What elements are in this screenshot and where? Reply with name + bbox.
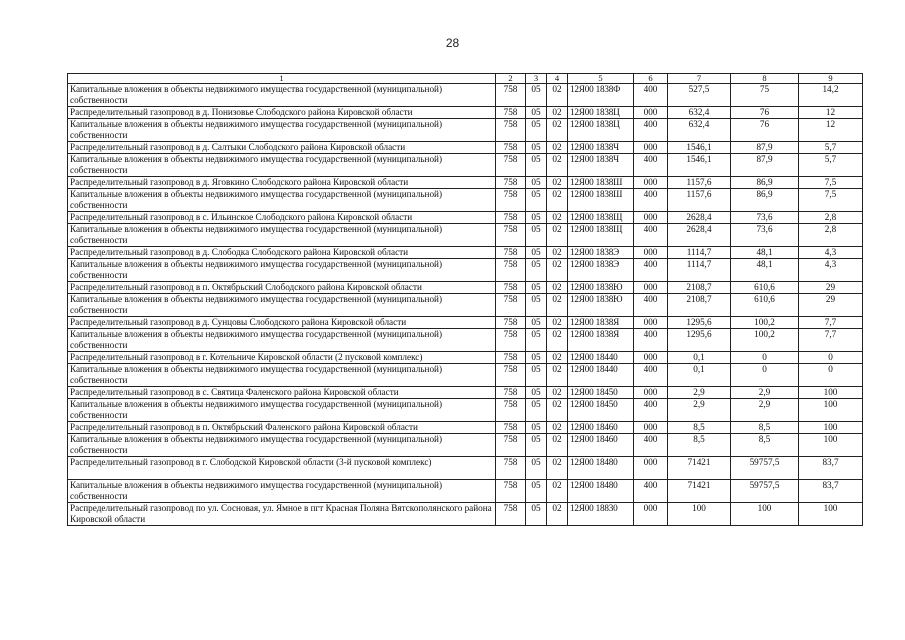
target-article-cell: 12Я00 18440 (568, 352, 634, 364)
subsection-code-cell: 02 (547, 352, 568, 364)
item-name-cell: Капитальные вложения в объекты недвижимого имущества государственной (муниципальной) собственности (68, 84, 496, 107)
expense-type-cell: 400 (634, 84, 668, 107)
subsection-code-cell: 02 (547, 434, 568, 457)
ministry-code-cell: 758 (496, 480, 526, 503)
target-article-cell: 12Я00 18480 (568, 480, 634, 503)
target-article-cell: 12Я00 18480 (568, 457, 634, 480)
item-name-cell: Распределительный газопровод в д. Салтыки Слободского района Кировской области (68, 142, 496, 154)
subsection-code-cell: 02 (547, 154, 568, 177)
ministry-code-cell: 758 (496, 387, 526, 399)
percent-cell: 0 (799, 364, 863, 387)
executed-amount-cell: 87,9 (731, 154, 799, 177)
percent-cell: 2,8 (799, 212, 863, 224)
ministry-code-cell: 758 (496, 399, 526, 422)
ministry-code-cell: 758 (496, 189, 526, 212)
expense-type-cell: 000 (634, 142, 668, 154)
expense-type-cell: 400 (634, 399, 668, 422)
table-row (68, 317, 863, 329)
target-article-cell: 12Я00 1838Ф (568, 84, 634, 107)
percent-cell: 83,7 (799, 457, 863, 480)
item-name-cell: Капитальные вложения в объекты недвижимого имущества государственной (муниципальной) собственности (68, 399, 496, 422)
executed-amount-cell: 48,1 (731, 247, 799, 259)
ministry-code-cell: 758 (496, 434, 526, 457)
executed-amount-cell: 8,5 (731, 434, 799, 457)
percent-cell: 12 (799, 119, 863, 142)
expense-type-cell: 400 (634, 189, 668, 212)
item-name-cell: Распределительный газопровод в д. Сунцовы Слободского района Кировской области (68, 317, 496, 329)
executed-amount-cell: 59757,5 (731, 480, 799, 503)
column-header: 1 (68, 74, 496, 84)
section-code-cell: 05 (526, 294, 547, 317)
target-article-cell: 12Я00 1838Ц (568, 119, 634, 142)
plan-amount-cell: 1114,7 (668, 247, 731, 259)
item-name-cell: Капитальные вложения в объекты недвижимого имущества государственной (муниципальной) собственности (68, 189, 496, 212)
item-name-cell: Распределительный газопровод в г. Котельниче Кировской области (2 пусковой комплекс) (68, 352, 496, 364)
percent-cell: 5,7 (799, 142, 863, 154)
executed-amount-cell: 610,6 (731, 282, 799, 294)
target-article-cell: 12Я00 1838Ю (568, 282, 634, 294)
executed-amount-cell: 0 (731, 352, 799, 364)
table-row (68, 387, 863, 399)
item-name-cell: Капитальные вложения в объекты недвижимого имущества государственной (муниципальной) собственности (68, 119, 496, 142)
subsection-code-cell: 02 (547, 387, 568, 399)
section-code-cell: 05 (526, 329, 547, 352)
table-row (68, 422, 863, 434)
item-name-cell: Капитальные вложения в объекты недвижимого имущества государственной (муниципальной) собственности (68, 154, 496, 177)
item-name-cell: Капитальные вложения в объекты недвижимого имущества государственной (муниципальной) собственности (68, 224, 496, 247)
plan-amount-cell: 1295,6 (668, 317, 731, 329)
plan-amount-cell: 100 (668, 503, 731, 526)
expense-type-cell: 000 (634, 247, 668, 259)
expense-type-cell: 000 (634, 212, 668, 224)
target-article-cell: 12Я00 1838Я (568, 329, 634, 352)
ministry-code-cell: 758 (496, 259, 526, 282)
executed-amount-cell: 59757,5 (731, 457, 799, 480)
subsection-code-cell: 02 (547, 399, 568, 422)
executed-amount-cell: 2,9 (731, 399, 799, 422)
item-name-cell: Капитальные вложения в объекты недвижимого имущества государственной (муниципальной) собственности (68, 329, 496, 352)
percent-cell: 5,7 (799, 154, 863, 177)
table-row (68, 212, 863, 224)
subsection-code-cell: 02 (547, 317, 568, 329)
header-row (68, 74, 863, 84)
item-name-cell: Распределительный газопровод в д. Понизовье Слободского района Кировской области (68, 107, 496, 119)
percent-cell: 0 (799, 352, 863, 364)
expense-type-cell: 000 (634, 352, 668, 364)
section-code-cell: 05 (526, 189, 547, 212)
section-code-cell: 05 (526, 457, 547, 480)
table-row (68, 189, 863, 212)
plan-amount-cell: 2,9 (668, 399, 731, 422)
ministry-code-cell: 758 (496, 317, 526, 329)
ministry-code-cell: 758 (496, 282, 526, 294)
executed-amount-cell: 100 (731, 503, 799, 526)
subsection-code-cell: 02 (547, 177, 568, 189)
column-header: 7 (668, 74, 731, 84)
target-article-cell: 12Я00 1838Ю (568, 294, 634, 317)
ministry-code-cell: 758 (496, 329, 526, 352)
table-row (68, 329, 863, 352)
table-body (68, 84, 863, 526)
plan-amount-cell: 2,9 (668, 387, 731, 399)
executed-amount-cell: 76 (731, 119, 799, 142)
plan-amount-cell: 632,4 (668, 119, 731, 142)
table-row (68, 364, 863, 387)
expense-type-cell: 400 (634, 224, 668, 247)
column-header: 3 (526, 74, 547, 84)
section-code-cell: 05 (526, 154, 547, 177)
table-row (68, 259, 863, 282)
section-code-cell: 05 (526, 317, 547, 329)
target-article-cell: 12Я00 1838Я (568, 317, 634, 329)
target-article-cell: 12Я00 18450 (568, 399, 634, 422)
plan-amount-cell: 2108,7 (668, 282, 731, 294)
table-row (68, 457, 863, 480)
expense-type-cell: 000 (634, 387, 668, 399)
percent-cell: 100 (799, 503, 863, 526)
table-row (68, 503, 863, 526)
item-name-cell: Распределительный газопровод в с. Ильинское Слободского района Кировской области (68, 212, 496, 224)
target-article-cell: 12Я00 1838Щ (568, 212, 634, 224)
subsection-code-cell: 02 (547, 457, 568, 480)
plan-amount-cell: 8,5 (668, 434, 731, 457)
section-code-cell: 05 (526, 364, 547, 387)
expense-type-cell: 400 (634, 480, 668, 503)
expense-type-cell: 400 (634, 364, 668, 387)
expense-type-cell: 400 (634, 119, 668, 142)
column-header: 5 (568, 74, 634, 84)
percent-cell: 7,7 (799, 317, 863, 329)
executed-amount-cell: 75 (731, 84, 799, 107)
expense-type-cell: 000 (634, 457, 668, 480)
subsection-code-cell: 02 (547, 142, 568, 154)
plan-amount-cell: 1546,1 (668, 142, 731, 154)
section-code-cell: 05 (526, 503, 547, 526)
ministry-code-cell: 758 (496, 457, 526, 480)
table-row (68, 177, 863, 189)
executed-amount-cell: 73,6 (731, 212, 799, 224)
item-name-cell: Распределительный газопровод в д. Яговкино Слободского района Кировской области (68, 177, 496, 189)
section-code-cell: 05 (526, 177, 547, 189)
subsection-code-cell: 02 (547, 247, 568, 259)
percent-cell: 4,3 (799, 259, 863, 282)
percent-cell: 14,2 (799, 84, 863, 107)
executed-amount-cell: 2,9 (731, 387, 799, 399)
executed-amount-cell: 100,2 (731, 329, 799, 352)
target-article-cell: 12Я00 18830 (568, 503, 634, 526)
table-row (68, 142, 863, 154)
ministry-code-cell: 758 (496, 177, 526, 189)
ministry-code-cell: 758 (496, 84, 526, 107)
item-name-cell: Капитальные вложения в объекты недвижимого имущества государственной (муниципальной) собственности (68, 480, 496, 503)
percent-cell: 100 (799, 422, 863, 434)
percent-cell: 4,3 (799, 247, 863, 259)
executed-amount-cell: 76 (731, 107, 799, 119)
section-code-cell: 05 (526, 259, 547, 282)
item-name-cell: Распределительный газопровод в с. Святица Фаленского района Кировской области (68, 387, 496, 399)
executed-amount-cell: 48,1 (731, 259, 799, 282)
table-row (68, 480, 863, 503)
section-code-cell: 05 (526, 212, 547, 224)
percent-cell: 7,5 (799, 189, 863, 212)
plan-amount-cell: 1546,1 (668, 154, 731, 177)
plan-amount-cell: 1157,6 (668, 189, 731, 212)
target-article-cell: 12Я00 1838Э (568, 247, 634, 259)
executed-amount-cell: 0 (731, 364, 799, 387)
expense-type-cell: 000 (634, 503, 668, 526)
ministry-code-cell: 758 (496, 247, 526, 259)
column-header: 8 (731, 74, 799, 84)
plan-amount-cell: 2628,4 (668, 212, 731, 224)
page-number: 28 (445, 36, 460, 50)
executed-amount-cell: 73,6 (731, 224, 799, 247)
target-article-cell: 12Я00 18440 (568, 364, 634, 387)
subsection-code-cell: 02 (547, 107, 568, 119)
table-row (68, 294, 863, 317)
section-code-cell: 05 (526, 142, 547, 154)
subsection-code-cell: 02 (547, 503, 568, 526)
table-row (68, 434, 863, 457)
ministry-code-cell: 758 (496, 119, 526, 142)
percent-cell: 83,7 (799, 480, 863, 503)
percent-cell: 12 (799, 107, 863, 119)
subsection-code-cell: 02 (547, 480, 568, 503)
subsection-code-cell: 02 (547, 259, 568, 282)
table-row (68, 154, 863, 177)
percent-cell: 29 (799, 294, 863, 317)
target-article-cell: 12Я00 1838Ч (568, 142, 634, 154)
ministry-code-cell: 758 (496, 224, 526, 247)
expense-type-cell: 400 (634, 329, 668, 352)
subsection-code-cell: 02 (547, 422, 568, 434)
expense-type-cell: 400 (634, 154, 668, 177)
expense-type-cell: 400 (634, 434, 668, 457)
percent-cell: 7,7 (799, 329, 863, 352)
percent-cell: 7,5 (799, 177, 863, 189)
expense-type-cell: 000 (634, 107, 668, 119)
item-name-cell: Капитальные вложения в объекты недвижимого имущества государственной (муниципальной) собственности (68, 364, 496, 387)
executed-amount-cell: 100,2 (731, 317, 799, 329)
plan-amount-cell: 8,5 (668, 422, 731, 434)
item-name-cell: Распределительный газопровод в п. Октябрьский Фаленского района Кировской области (68, 422, 496, 434)
subsection-code-cell: 02 (547, 224, 568, 247)
section-code-cell: 05 (526, 422, 547, 434)
plan-amount-cell: 2108,7 (668, 294, 731, 317)
plan-amount-cell: 0,1 (668, 364, 731, 387)
plan-amount-cell: 1157,6 (668, 177, 731, 189)
table-row (68, 247, 863, 259)
percent-cell: 29 (799, 282, 863, 294)
ministry-code-cell: 758 (496, 154, 526, 177)
target-article-cell: 12Я00 18460 (568, 422, 634, 434)
item-name-cell: Распределительный газопровод по ул. Сосновая, ул. Ямное в пгт Красная Поляна Вятскополянского района Кировской области (68, 503, 496, 526)
table-row (68, 282, 863, 294)
column-header: 2 (496, 74, 526, 84)
item-name-cell: Капитальные вложения в объекты недвижимого имущества государственной (муниципальной) собственности (68, 294, 496, 317)
target-article-cell: 12Я00 1838Э (568, 259, 634, 282)
target-article-cell: 12Я00 1838Щ (568, 224, 634, 247)
section-code-cell: 05 (526, 352, 547, 364)
table-row (68, 119, 863, 142)
section-code-cell: 05 (526, 224, 547, 247)
percent-cell: 100 (799, 399, 863, 422)
item-name-cell: Распределительный газопровод в г. Слободской Кировской области (3-й пусковой комплекс) (68, 457, 496, 480)
expense-type-cell: 400 (634, 294, 668, 317)
ministry-code-cell: 758 (496, 142, 526, 154)
expense-type-cell: 400 (634, 259, 668, 282)
plan-amount-cell: 1114,7 (668, 259, 731, 282)
table-row (68, 107, 863, 119)
expense-type-cell: 000 (634, 177, 668, 189)
table-row (68, 84, 863, 107)
plan-amount-cell: 71421 (668, 480, 731, 503)
column-header: 6 (634, 74, 668, 84)
target-article-cell: 12Я00 1838Ц (568, 107, 634, 119)
section-code-cell: 05 (526, 480, 547, 503)
ministry-code-cell: 758 (496, 503, 526, 526)
section-code-cell: 05 (526, 247, 547, 259)
executed-amount-cell: 87,9 (731, 142, 799, 154)
item-name-cell: Капитальные вложения в объекты недвижимого имущества государственной (муниципальной) собственности (68, 259, 496, 282)
executed-amount-cell: 86,9 (731, 177, 799, 189)
ministry-code-cell: 758 (496, 422, 526, 434)
item-name-cell: Капитальные вложения в объекты недвижимого имущества государственной (муниципальной) собственности (68, 434, 496, 457)
table-row (68, 352, 863, 364)
subsection-code-cell: 02 (547, 294, 568, 317)
section-code-cell: 05 (526, 387, 547, 399)
executed-amount-cell: 86,9 (731, 189, 799, 212)
subsection-code-cell: 02 (547, 364, 568, 387)
table-row (68, 399, 863, 422)
subsection-code-cell: 02 (547, 189, 568, 212)
plan-amount-cell: 632,4 (668, 107, 731, 119)
plan-amount-cell: 71421 (668, 457, 731, 480)
ministry-code-cell: 758 (496, 364, 526, 387)
expense-type-cell: 000 (634, 282, 668, 294)
percent-cell: 100 (799, 387, 863, 399)
subsection-code-cell: 02 (547, 212, 568, 224)
percent-cell: 2,8 (799, 224, 863, 247)
expense-type-cell: 000 (634, 422, 668, 434)
column-header: 4 (547, 74, 568, 84)
section-code-cell: 05 (526, 84, 547, 107)
expense-type-cell: 000 (634, 317, 668, 329)
executed-amount-cell: 8,5 (731, 422, 799, 434)
target-article-cell: 12Я00 1838Ш (568, 189, 634, 212)
target-article-cell: 12Я00 1838Ш (568, 177, 634, 189)
plan-amount-cell: 2628,4 (668, 224, 731, 247)
item-name-cell: Распределительный газопровод в д. Слободка Слободского района Кировской области (68, 247, 496, 259)
section-code-cell: 05 (526, 399, 547, 422)
subsection-code-cell: 02 (547, 329, 568, 352)
section-code-cell: 05 (526, 434, 547, 457)
subsection-code-cell: 02 (547, 119, 568, 142)
table-row (68, 224, 863, 247)
ministry-code-cell: 758 (496, 107, 526, 119)
percent-cell: 100 (799, 434, 863, 457)
ministry-code-cell: 758 (496, 352, 526, 364)
section-code-cell: 05 (526, 107, 547, 119)
plan-amount-cell: 0,1 (668, 352, 731, 364)
budget-table (67, 73, 863, 526)
item-name-cell: Распределительный газопровод в п. Октябрьский Слободского района Кировской области (68, 282, 496, 294)
plan-amount-cell: 1295,6 (668, 329, 731, 352)
plan-amount-cell: 527,5 (668, 84, 731, 107)
section-code-cell: 05 (526, 282, 547, 294)
subsection-code-cell: 02 (547, 282, 568, 294)
target-article-cell: 12Я00 1838Ч (568, 154, 634, 177)
column-header: 9 (799, 74, 863, 84)
target-article-cell: 12Я00 18460 (568, 434, 634, 457)
ministry-code-cell: 758 (496, 212, 526, 224)
section-code-cell: 05 (526, 119, 547, 142)
target-article-cell: 12Я00 18450 (568, 387, 634, 399)
ministry-code-cell: 758 (496, 294, 526, 317)
executed-amount-cell: 610,6 (731, 294, 799, 317)
subsection-code-cell: 02 (547, 84, 568, 107)
